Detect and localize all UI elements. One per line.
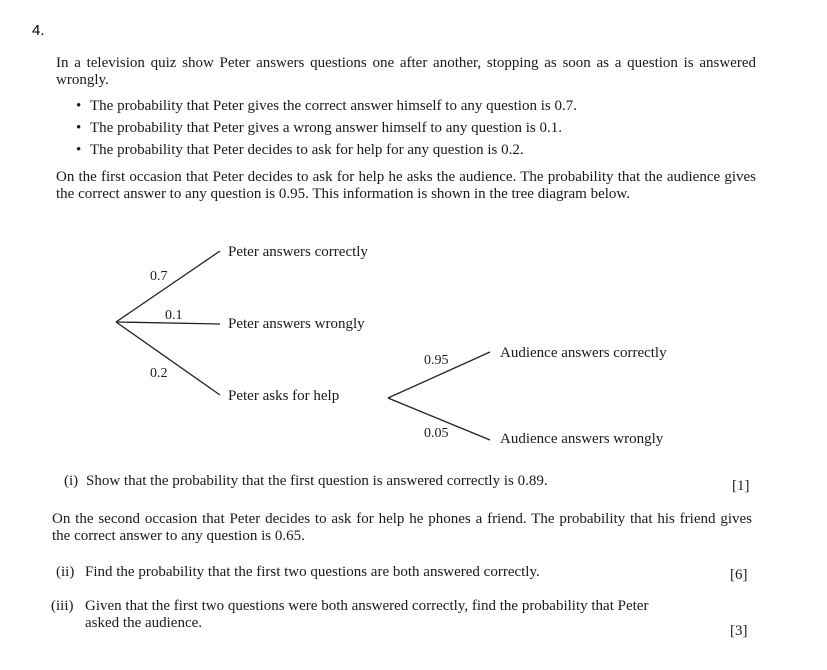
branch-prob: 0.1 [165, 308, 183, 323]
branch-line-help [116, 322, 220, 395]
bullet-item: • The probability that Peter gives the correct answer himself to any question is 0.7. [76, 98, 577, 114]
bullet-item: • The probability that Peter gives a wrong answer himself to any question is 0.1. [76, 120, 562, 136]
bullet-text: The probability that Peter gives a wrong answer himself to any question is 0.1. [90, 120, 562, 136]
part-i-label: (i) [64, 473, 79, 489]
bullet-text: The probability that Peter gives the correct answer himself to any question is 0.7. [90, 98, 577, 114]
branch-prob: 0.7 [150, 269, 168, 284]
outcome-label: Peter answers wrongly [228, 316, 365, 332]
outcome-label: Peter answers correctly [228, 244, 368, 260]
part-iii-label: (iii) [51, 598, 74, 614]
context-paragraph: On the first occasion that Peter decides to ask for help he asks the audience. The probability that the audience gives the correct answer to any question is 0.95. This information is shown in the tree diagram below. [56, 169, 756, 202]
sub-outcome-label: Audience answers wrongly [500, 431, 664, 447]
part-ii-label: (ii) [56, 564, 75, 580]
bullet-text: The probability that Peter decides to ask for help for any question is 0.2. [90, 142, 524, 158]
outcome-label: Peter asks for help [228, 388, 340, 404]
bullet-item: • The probability that Peter decides to ask for help for any question is 0.2. [76, 142, 524, 158]
part-iii-marks: [3] [730, 623, 748, 639]
sub-branch-prob: 0.95 [424, 353, 449, 368]
part-ii-text: Find the probability that the first two questions are both answered correctly. [85, 564, 540, 580]
second-occasion-paragraph: On the second occasion that Peter decides to ask for help he phones a friend. The probability that his friend gives the correct answer to any question is 0.65. [52, 511, 752, 544]
branch-prob: 0.2 [150, 366, 168, 381]
part-i-marks: [1] [732, 478, 750, 494]
part-iii-text-line2: asked the audience. [85, 615, 203, 631]
sub-branch-prob: 0.05 [424, 426, 449, 441]
sub-outcome-label: Audience answers correctly [500, 345, 667, 361]
question-number: 4. [32, 22, 45, 39]
part-ii-marks: [6] [730, 567, 748, 583]
part-iii-text-line1: Given that the first two questions were both answered correctly, find the probability that Peter [85, 598, 649, 614]
part-i-text: Show that the probability that the first question is answered correctly is 0.89. [86, 473, 548, 489]
intro-paragraph: In a television quiz show Peter answers questions one after another, stopping as soon as a question is answered wrongly. [56, 55, 756, 88]
